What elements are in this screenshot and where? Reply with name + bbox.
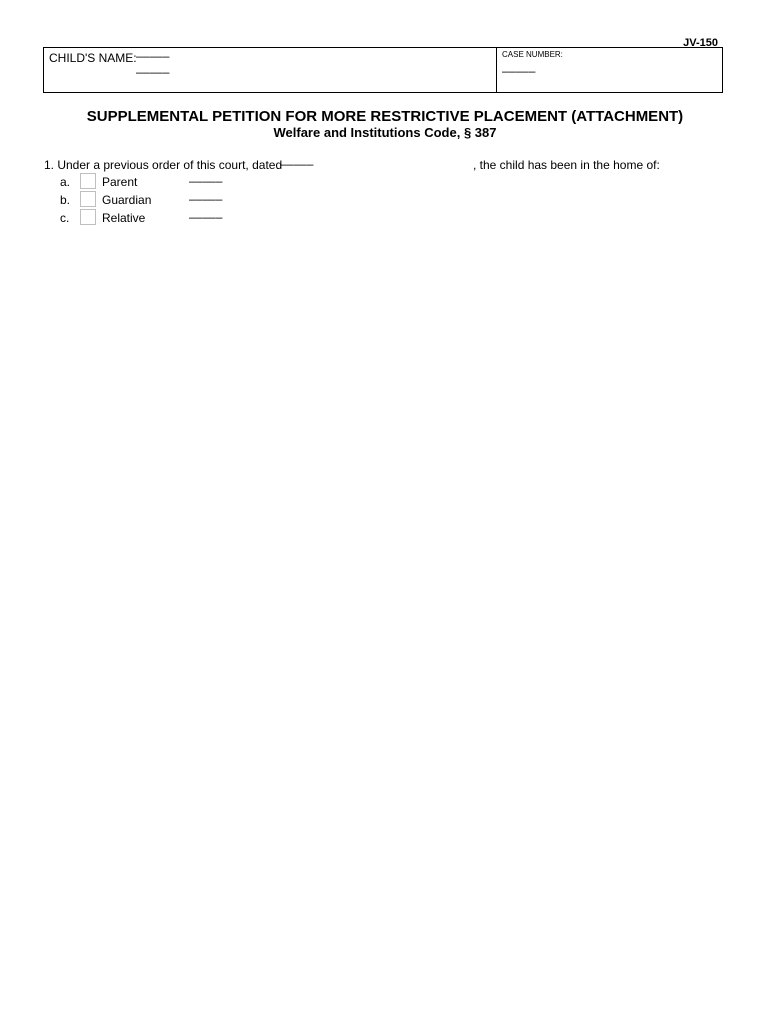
option-parent — [60, 173, 300, 191]
option-letter: a. — [60, 175, 71, 189]
item-1-text: 1. Under a previous order of this court, dated — [44, 158, 283, 172]
case-number-cell — [497, 48, 722, 92]
option-label: Guardian — [102, 193, 152, 207]
child-name-field-2[interactable]: ––––– — [136, 65, 170, 79]
case-number-field[interactable]: ––––– — [502, 64, 536, 78]
form-title: SUPPLEMENTAL PETITION FOR MORE RESTRICTIVE PLACEMENT (ATTACHMENT) — [86, 108, 684, 125]
option-label: Parent — [102, 175, 138, 189]
option-letter: b. — [60, 193, 71, 207]
form-id: JV-150 — [683, 37, 718, 49]
option-relative — [60, 209, 300, 227]
relative-name-field[interactable]: ––––– — [189, 210, 223, 224]
parent-name-field[interactable]: ––––– — [189, 174, 223, 188]
child-name-label: CHILD'S NAME: — [49, 51, 137, 65]
form-subtitle: Welfare and Institutions Code, § 387 — [273, 125, 497, 140]
parent-checkbox[interactable] — [80, 173, 96, 189]
option-guardian — [60, 191, 300, 209]
caption-box — [43, 47, 723, 93]
option-label: Relative — [102, 211, 146, 225]
guardian-name-field[interactable]: ––––– — [189, 192, 223, 206]
case-number-label: CASE NUMBER: — [502, 50, 563, 59]
guardian-checkbox[interactable] — [80, 191, 96, 207]
child-name-field-1[interactable]: ––––– — [136, 49, 170, 63]
previous-order-date-field[interactable]: ––––– — [280, 157, 314, 171]
relative-checkbox[interactable] — [80, 209, 96, 225]
option-letter: c. — [60, 211, 70, 225]
child-name-cell — [44, 48, 497, 92]
item-1-tail-text: , the child has been in the home of: — [473, 158, 660, 172]
